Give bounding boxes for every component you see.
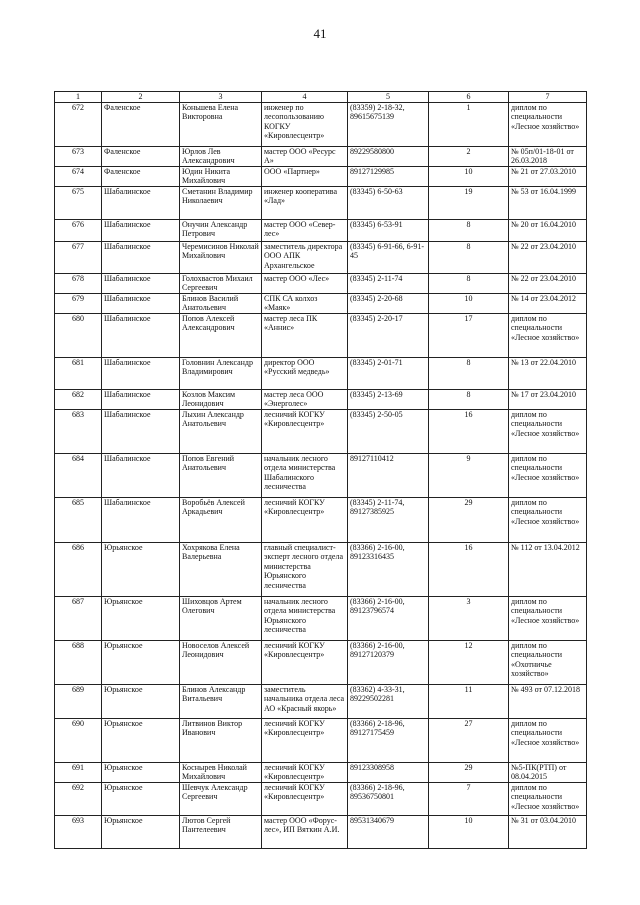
table-row: [55, 718, 587, 762]
experience-cell: 10: [429, 815, 509, 848]
position-cell: лесничий КОГКУ «Кировлесцентр»: [262, 640, 348, 684]
phone-cell: 89229580800: [348, 146, 429, 166]
document-cell: диплом по специальности «Лесное хозяйство»: [509, 313, 587, 357]
row-number: 672: [55, 102, 102, 146]
table-row: [55, 762, 587, 782]
document-cell: диплом по специальности «Лесное хозяйство»: [509, 497, 587, 542]
name-cell: Блинов Василий Анатольевич: [180, 293, 262, 313]
document-cell: № 22 от 23.04.2010: [509, 241, 587, 273]
table-row: [55, 389, 587, 409]
column-number-row: [55, 92, 587, 103]
document-cell: № 17 от 23.04.2010: [509, 389, 587, 409]
document-cell: № 112 от 13.04.2012: [509, 542, 587, 596]
name-cell: Юдин Никита Михайлович: [180, 166, 262, 186]
phone-cell: (83362) 4-33-31, 89229502281: [348, 684, 429, 718]
name-cell: Голохвастов Михаил Сергеевич: [180, 273, 262, 293]
table-row: [55, 166, 587, 186]
experience-cell: 3: [429, 596, 509, 640]
experience-cell: 11: [429, 684, 509, 718]
experience-cell: 19: [429, 186, 509, 219]
document-cell: № 05п/01-18-01 от 26.03.2018: [509, 146, 587, 166]
phone-cell: (83366) 2-16-00, 89123796574: [348, 596, 429, 640]
district-cell: Юрьянское: [102, 815, 180, 848]
row-number: 690: [55, 718, 102, 762]
row-number: 681: [55, 357, 102, 389]
table-row: [55, 497, 587, 542]
document-cell: диплом по специальности «Лесное хозяйство»: [509, 453, 587, 497]
table-row: [55, 186, 587, 219]
specialists-table: [54, 91, 587, 849]
position-cell: мастер леса ПК «Аннис»: [262, 313, 348, 357]
position-cell: лесничий КОГКУ «Кировлесцентр»: [262, 497, 348, 542]
name-cell: Лютов Сергей Пантелеевич: [180, 815, 262, 848]
table-row: [55, 453, 587, 497]
name-cell: Попов Алексей Александрович: [180, 313, 262, 357]
position-cell: лесничий КОГКУ «Кировлесцентр»: [262, 762, 348, 782]
position-cell: главный специалист-эксперт лесного отдела министерства Юрьянского лесничества: [262, 542, 348, 596]
position-cell: СПК СА колхоз «Маяк»: [262, 293, 348, 313]
experience-cell: 8: [429, 219, 509, 241]
district-cell: Юрьянское: [102, 596, 180, 640]
column-header: 6: [429, 92, 509, 103]
table-row: [55, 146, 587, 166]
district-cell: Юрьянское: [102, 640, 180, 684]
table-row: [55, 273, 587, 293]
column-header: 1: [55, 92, 102, 103]
position-cell: директор ООО «Русский медведь»: [262, 357, 348, 389]
phone-cell: (83345) 6-53-91: [348, 219, 429, 241]
district-cell: Шабалинское: [102, 313, 180, 357]
experience-cell: 29: [429, 497, 509, 542]
position-cell: заместитель начальника отдела леса АО «Красный якорь»: [262, 684, 348, 718]
phone-cell: (83345) 6-91-66, 6-91-45: [348, 241, 429, 273]
row-number: 677: [55, 241, 102, 273]
row-number: 691: [55, 762, 102, 782]
district-cell: Шабалинское: [102, 389, 180, 409]
name-cell: Воробьёв Алексей Аркадьевич: [180, 497, 262, 542]
name-cell: Черемисинов Николай Михайлович: [180, 241, 262, 273]
row-number: 693: [55, 815, 102, 848]
name-cell: Коньшева Елена Викторовна: [180, 102, 262, 146]
document-cell: № 493 от 07.12.2018: [509, 684, 587, 718]
document-cell: № 13 от 22.04.2010: [509, 357, 587, 389]
table-row: [55, 102, 587, 146]
position-cell: инженер по лесопользованию КОГКУ «Кировлесцентр»: [262, 102, 348, 146]
district-cell: Фаленское: [102, 146, 180, 166]
row-number: 680: [55, 313, 102, 357]
column-header: 2: [102, 92, 180, 103]
district-cell: Юрьянское: [102, 762, 180, 782]
position-cell: лесничий КОГКУ «Кировлесцентр»: [262, 782, 348, 815]
name-cell: Юрлов Лев Александрович: [180, 146, 262, 166]
position-cell: лесничий КОГКУ «Кировлесцентр»: [262, 718, 348, 762]
row-number: 687: [55, 596, 102, 640]
experience-cell: 27: [429, 718, 509, 762]
position-cell: мастер ООО «Форус-лес», ИП Вяткин А.И.: [262, 815, 348, 848]
district-cell: Фаленское: [102, 166, 180, 186]
document-cell: диплом по специальности «Охотничье хозяйство»: [509, 640, 587, 684]
table-row: [55, 313, 587, 357]
experience-cell: 8: [429, 241, 509, 273]
row-number: 675: [55, 186, 102, 219]
name-cell: Шевчук Александр Сергеевич: [180, 782, 262, 815]
name-cell: Козлов Максим Леонидович: [180, 389, 262, 409]
row-number: 689: [55, 684, 102, 718]
column-header: 7: [509, 92, 587, 103]
name-cell: Коснырев Николай Михайлович: [180, 762, 262, 782]
position-cell: мастер ООО «Север-лес»: [262, 219, 348, 241]
document-cell: диплом по специальности «Лесное хозяйство»: [509, 718, 587, 762]
district-cell: Юрьянское: [102, 718, 180, 762]
experience-cell: 16: [429, 542, 509, 596]
table-row: [55, 219, 587, 241]
phone-cell: (83345) 2-11-74, 89127385925: [348, 497, 429, 542]
row-number: 678: [55, 273, 102, 293]
name-cell: Новоселов Алексей Леонидович: [180, 640, 262, 684]
name-cell: Лыхин Александр Анатольевич: [180, 409, 262, 453]
phone-cell: (83345) 2-50-05: [348, 409, 429, 453]
phone-cell: 89123308958: [348, 762, 429, 782]
row-number: 685: [55, 497, 102, 542]
phone-cell: (83359) 2-18-32, 89615675139: [348, 102, 429, 146]
experience-cell: 9: [429, 453, 509, 497]
row-number: 684: [55, 453, 102, 497]
document-cell: № 31 от 03.04.2010: [509, 815, 587, 848]
experience-cell: 10: [429, 293, 509, 313]
row-number: 674: [55, 166, 102, 186]
position-cell: мастер леса ООО «Энерголес»: [262, 389, 348, 409]
table-row: [55, 241, 587, 273]
name-cell: Хохрякова Елена Валерьевна: [180, 542, 262, 596]
district-cell: Шабалинское: [102, 219, 180, 241]
row-number: 679: [55, 293, 102, 313]
experience-cell: 8: [429, 357, 509, 389]
name-cell: Онучин Александр Петрович: [180, 219, 262, 241]
page-number: 41: [313, 26, 327, 41]
position-cell: мастер ООО «Ресурс А»: [262, 146, 348, 166]
phone-cell: (83345) 2-01-71: [348, 357, 429, 389]
name-cell: Блинов Александр Витальевич: [180, 684, 262, 718]
name-cell: Литвинов Виктор Иванович: [180, 718, 262, 762]
document-cell: № 20 от 16.04.2010: [509, 219, 587, 241]
phone-cell: 89531340679: [348, 815, 429, 848]
experience-cell: 17: [429, 313, 509, 357]
experience-cell: 7: [429, 782, 509, 815]
row-number: 692: [55, 782, 102, 815]
experience-cell: 12: [429, 640, 509, 684]
document-cell: диплом по специальности «Лесное хозяйство»: [509, 596, 587, 640]
name-cell: Головнин Александр Владимирович: [180, 357, 262, 389]
position-cell: лесничий КОГКУ «Кировлесцентр»: [262, 409, 348, 453]
district-cell: Шабалинское: [102, 273, 180, 293]
position-cell: мастер ООО «Лес»: [262, 273, 348, 293]
district-cell: Юрьянское: [102, 542, 180, 596]
phone-cell: (83345) 2-20-68: [348, 293, 429, 313]
experience-cell: 8: [429, 389, 509, 409]
document-cell: №5-ПК(РТП) от 08.04.2015: [509, 762, 587, 782]
document-cell: № 21 от 27.03.2010: [509, 166, 587, 186]
district-cell: Шабалинское: [102, 497, 180, 542]
phone-cell: (83345) 2-13-69: [348, 389, 429, 409]
district-cell: Шабалинское: [102, 241, 180, 273]
table-row: [55, 293, 587, 313]
row-number: 673: [55, 146, 102, 166]
district-cell: Шабалинское: [102, 186, 180, 219]
phone-cell: (83366) 2-18-96, 89536750801: [348, 782, 429, 815]
table-row: [55, 542, 587, 596]
row-number: 683: [55, 409, 102, 453]
position-cell: начальник лесного отдела министерства Шабалинского лесничества: [262, 453, 348, 497]
document-cell: № 53 от 16.04.1999: [509, 186, 587, 219]
phone-cell: 89127129985: [348, 166, 429, 186]
phone-cell: (83366) 2-16-00, 89127120379: [348, 640, 429, 684]
document-cell: диплом по специальности «Лесное хозяйство»: [509, 102, 587, 146]
table-row: [55, 640, 587, 684]
experience-cell: 8: [429, 273, 509, 293]
row-number: 682: [55, 389, 102, 409]
phone-cell: (83345) 6-50-63: [348, 186, 429, 219]
table-row: [55, 409, 587, 453]
district-cell: Шабалинское: [102, 357, 180, 389]
row-number: 688: [55, 640, 102, 684]
position-cell: инженер кооператива «Лад»: [262, 186, 348, 219]
table-row: [55, 782, 587, 815]
column-header: 3: [180, 92, 262, 103]
position-cell: ООО «Партнер»: [262, 166, 348, 186]
position-cell: заместитель директора ООО АПК Архангельское: [262, 241, 348, 273]
document-cell: № 22 от 23.04.2010: [509, 273, 587, 293]
document-cell: диплом по специальности «Лесное хозяйство»: [509, 409, 587, 453]
district-cell: Фаленское: [102, 102, 180, 146]
experience-cell: 29: [429, 762, 509, 782]
phone-cell: (83345) 2-20-17: [348, 313, 429, 357]
name-cell: Сметанин Владимир Николаевич: [180, 186, 262, 219]
row-number: 686: [55, 542, 102, 596]
phone-cell: (83366) 2-16-00, 89123316435: [348, 542, 429, 596]
table-row: [55, 684, 587, 718]
district-cell: Шабалинское: [102, 293, 180, 313]
experience-cell: 2: [429, 146, 509, 166]
row-number: 676: [55, 219, 102, 241]
table-row: [55, 357, 587, 389]
district-cell: Юрьянское: [102, 782, 180, 815]
table-row: [55, 596, 587, 640]
document-cell: диплом по специальности «Лесное хозяйство»: [509, 782, 587, 815]
phone-cell: (83366) 2-18-96, 89127175459: [348, 718, 429, 762]
district-cell: Шабалинское: [102, 409, 180, 453]
district-cell: Юрьянское: [102, 684, 180, 718]
experience-cell: 10: [429, 166, 509, 186]
document-cell: № 14 от 23.04.2012: [509, 293, 587, 313]
table-row: [55, 815, 587, 848]
column-header: 4: [262, 92, 348, 103]
phone-cell: (83345) 2-11-74: [348, 273, 429, 293]
name-cell: Шиховцов Артем Олегович: [180, 596, 262, 640]
name-cell: Попов Евгений Анатольевич: [180, 453, 262, 497]
position-cell: начальник лесного отдела министерства Юрьянского лесничества: [262, 596, 348, 640]
column-header: 5: [348, 92, 429, 103]
phone-cell: 89127110412: [348, 453, 429, 497]
district-cell: Шабалинское: [102, 453, 180, 497]
experience-cell: 1: [429, 102, 509, 146]
experience-cell: 16: [429, 409, 509, 453]
